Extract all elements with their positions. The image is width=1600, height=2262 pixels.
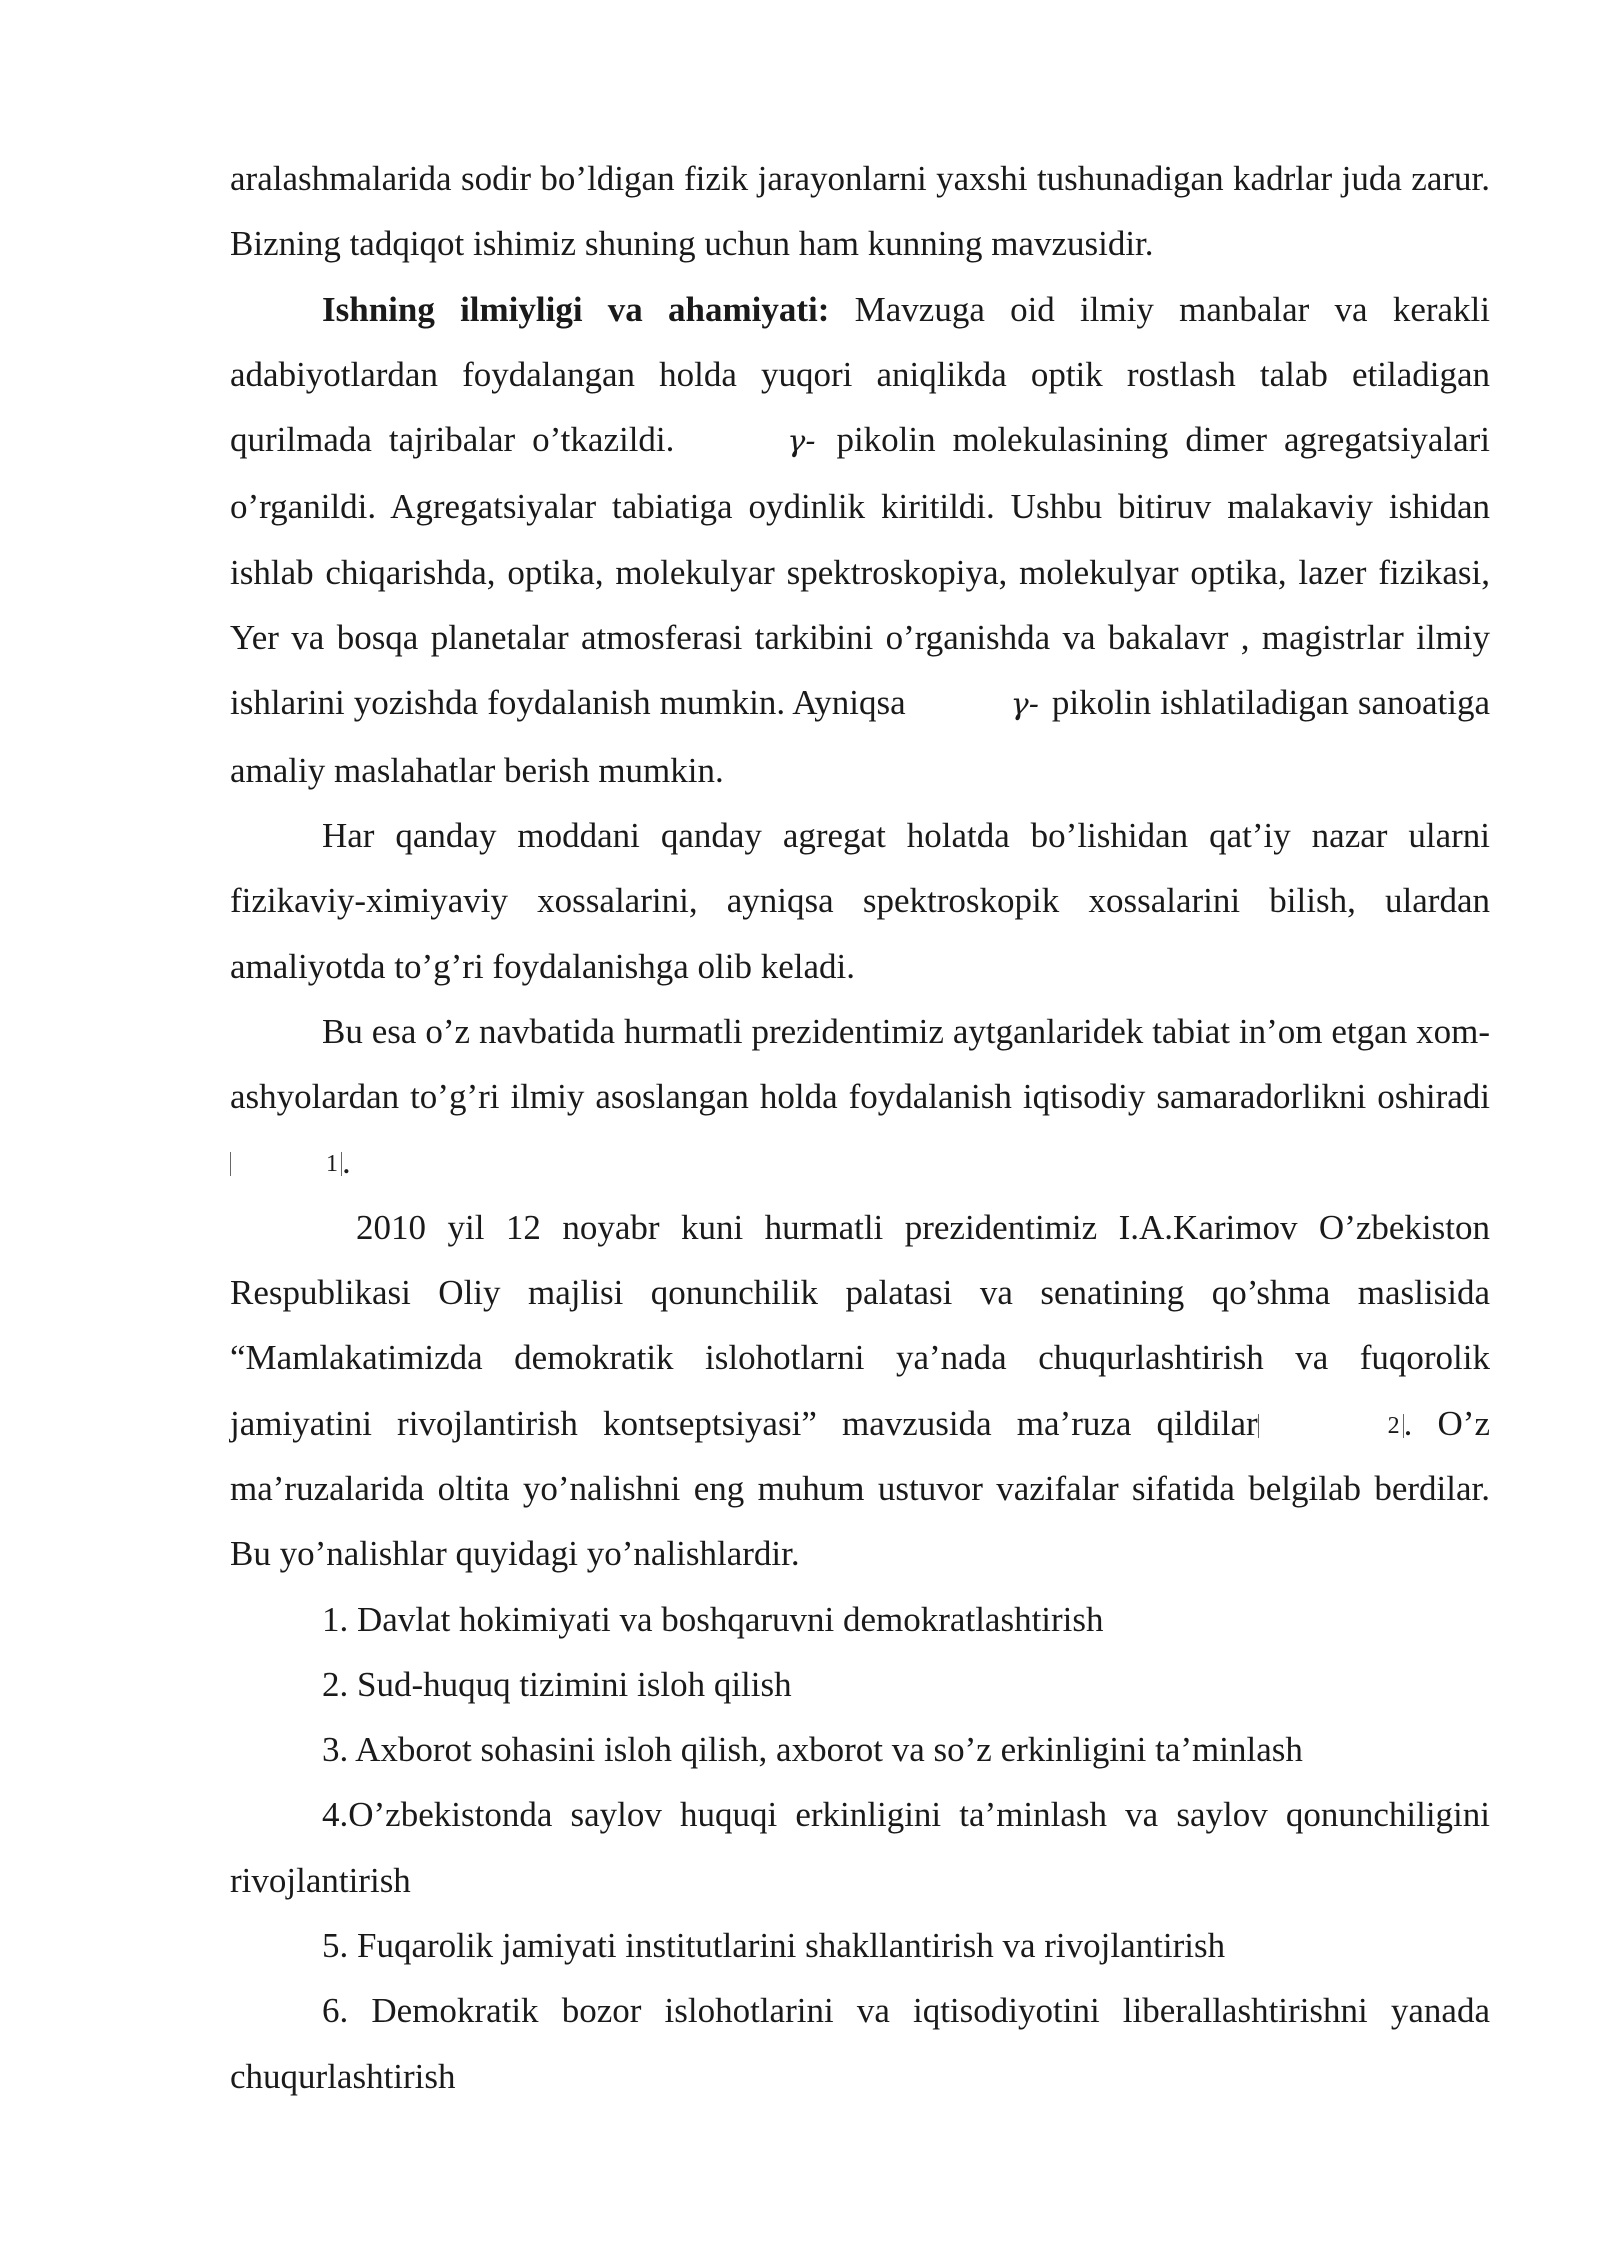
paragraph-text: . [342, 1142, 351, 1182]
gamma-symbol: 𝛾- [787, 424, 816, 460]
paragraph-text: . O’z ma’ruzalarida oltita yo’nalishni eng muhum ustuvor vazifalar sifatida belgilab berdilar. Bu yo’nalishlar quyidagi yo’nalishlardir. [230, 1403, 1490, 1574]
paragraph-text: Bu esa o’z navbatida hurmatli prezidentimiz aytganlaridek tabiat in’om etgan xom-ashyolardan to’g’ri ilmiy asoslangan holda foydalanish iqtisodiy samaradorlikni oshiradi [230, 1011, 1490, 1117]
paragraph-intro: aralashmalarida sodir bo’ldigan fizik jarayonlarni yaxshi tushunadigan kadrlar juda zarur. Bizning tadqiqot ishimiz shuning uchun ham kunning mavzusidir. [230, 159, 1490, 264]
document-body [230, 146, 1490, 2109]
paragraph-properties: Har qanday moddani qanday agregat holatda bo’lishidan qat’iy nazar ularni fizikaviy-ximiyaviy xossalarini, ayniqsa spektroskopik xossalarini bilish, ulardan amaliyotda to’g’ri foydalanishga olib keladi. [230, 815, 1490, 986]
citation-reference[interactable]: 1 [230, 1152, 342, 1176]
list-item: 6. Demokratik bozor islohotlarini va iqtisodiyotini liberallashtirishni yanada chuqurlashtirish [230, 1991, 1490, 2096]
list-item: 3. Axborot sohasini isloh qilish, axborot va so’z erkinligini ta’minlash [322, 1730, 1303, 1770]
paragraph-2010-speech [230, 1195, 1490, 1587]
paragraph-text: pikolin ishlatiladigan sanoatiga amaliy maslahatlar berish mumkin. [230, 683, 1490, 790]
gamma-symbol: 𝛾- [1010, 687, 1039, 723]
paragraph-text: 2010 yil 12 noyabr kuni hurmatli prezidentimiz I.A.Karimov O’zbekiston Respublikasi Oliy majlisi qonunchilik palatasi va senatining qo’shma maslisida “Mamlakatimizda demokratik islohotlarni ya’nada chuqurlashtirish va fuqorolik jamiyatini rivojlantirish kontseptsiyasi” mavzusida ma’ruza qildilar [230, 1207, 1490, 1443]
list-item: 4.O’zbekistonda saylov huquqi erkinligini ta’minlash va saylov qonunchiligini rivojlantirish [230, 1795, 1490, 1900]
paragraph-heading: Ishning ilmiyligi va ahamiyati: [322, 289, 830, 329]
paragraph-significance [230, 277, 1490, 803]
paragraph-text: pikolin molekulasining dimer agregatsiyalari o’rganildi. Agregatsiyalar tabiatiga oydinlik kiritildi. Ushbu bitiruv malakaviy ishidan ishlab chiqarishda, optika, molekulyar spektroskopiya, molekulyar optika, lazer fizikasi, Yer va bosqa planetalar atmosferasi tarkibini o’rganishda va bakalavr , magistrlar ilmiy ishlarini yozishda foydalanish mumkin. Ayniqsa [230, 420, 1491, 723]
list-item: 1. Davlat hokimiyati va boshqaruvni demokratlashtirish [322, 1599, 1104, 1639]
paragraph-text: Mavzuga oid ilmiy manbalar va kerakli adabiyotlardan foydalangan holda yuqori aniqlikda optik rostlash talab etiladigan qurilmada tajribalar o’tkazildi. [230, 289, 1490, 460]
citation-reference[interactable]: 2 [1258, 1414, 1404, 1438]
list-item: 5. Fuqarolik jamiyati institutlarini shakllantirish va rivojlantirish [322, 1926, 1226, 1966]
paragraph-president [230, 999, 1490, 1195]
list-item: 2. Sud-huquq tizimini isloh qilish [322, 1664, 792, 1704]
